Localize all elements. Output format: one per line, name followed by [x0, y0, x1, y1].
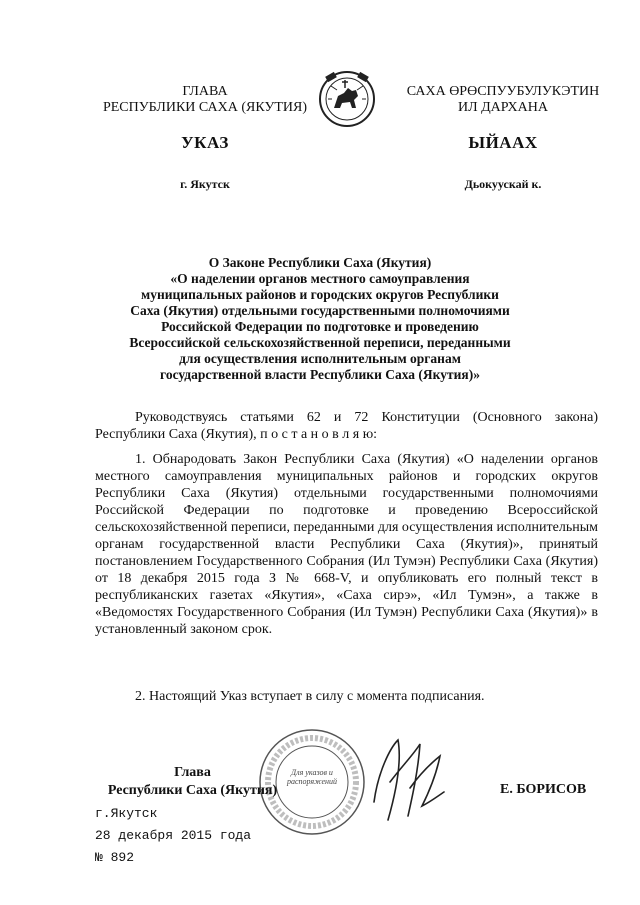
- doc-type-left: УКАЗ: [181, 133, 229, 152]
- stamp-text: Для указов и распоряжений: [286, 768, 338, 786]
- footer-date: 28 декабря 2015 года: [95, 828, 252, 843]
- title-line: «О наделении органов местного самоуправления: [170, 271, 470, 286]
- title-line: Саха (Якутия) отдельными государственными полномочиями: [130, 303, 510, 318]
- footer-city: г.Якутск: [95, 806, 158, 821]
- handwritten-signature: [368, 732, 448, 828]
- signatory-position-line2: Республики Саха (Якутия): [107, 783, 278, 798]
- intro-paragraph: Руководствуясь статьями 62 и 72 Конституции (Основного закона) Республики Саха (Якутия), п о с т а н о в л я ю:: [95, 410, 598, 442]
- footer-number: № 892: [95, 850, 135, 865]
- city-left: г. Якутск: [180, 177, 230, 191]
- coat-of-arms-emblem: [318, 66, 376, 132]
- doc-type-right: ЫЙААХ: [468, 133, 538, 152]
- title-line: О Законе Республики Саха (Якутия): [208, 255, 432, 270]
- decree-item-1: 1. Обнародовать Закон Республики Саха (Якутия) «О наделении органов местного самоуправления муниципальных районов и городских округов Республики Саха (Якутия) отдельными государственными полномочиями Российской Федерации по подготовке и проведению Всероссийской сельскохозяйственной переписи, переданными для осуществления исполнительным органам государственной власти Республики Саха (Якутия)», принятый постановлением Государственного Собрания (Ил Тумэн) Республики Саха (Якутия) от 18 декабря 2015 года З № 668-V, и опубликовать его полный текст в республиканских газетах «Якутия», «Саха сирэ», «Ил Тумэн», а также в «Ведомостях Государственного Собрания (Ил Тумэн) Республики Саха (Якутия)» в установленный законом срок.: [95, 452, 598, 637]
- issuer-left-line1: ГЛАВА: [182, 84, 228, 99]
- title-line: Всероссийской сельскохозяйственной переписи, переданными: [129, 335, 511, 350]
- issuer-right-line2: ИЛ ДАРХАНА: [457, 100, 548, 115]
- title-line: Российской Федерации по подготовке и проведению: [161, 319, 479, 334]
- city-right: Дьокуускай к.: [464, 177, 542, 191]
- document-title: [90, 255, 550, 383]
- title-line: государственной власти Республики Саха (Якутия)»: [160, 367, 480, 382]
- signatory-position-line1: Глава: [174, 765, 211, 780]
- signatory-position: [95, 764, 290, 800]
- title-line: муниципальных районов и городских округов Республики: [141, 287, 499, 302]
- signatory-name: Е. БОРИСОВ: [500, 782, 587, 797]
- title-line: для осуществления исполнительным органам: [179, 351, 461, 366]
- issuer-right: [392, 84, 614, 116]
- issuer-right-line1: САХА ӨРӨСПУУБУЛУКЭТИН: [406, 84, 600, 99]
- issuer-left-line2: РЕСПУБЛИКИ САХА (ЯКУТИЯ): [102, 100, 308, 115]
- decree-item-2: 2. Настоящий Указ вступает в силу с момента подписания.: [135, 689, 485, 704]
- issuer-left: [80, 84, 330, 116]
